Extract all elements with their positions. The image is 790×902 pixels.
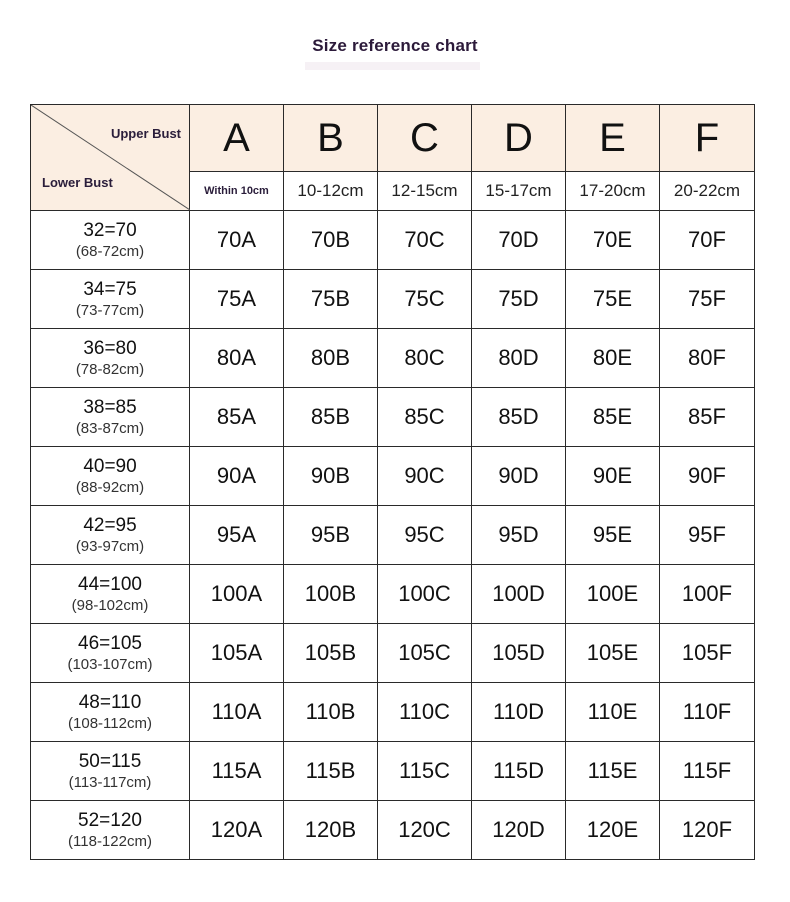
table-row [31,801,755,860]
band-size: 36=80 [83,338,137,359]
size-cell: 110C [378,683,472,742]
size-cell: 100E [566,565,660,624]
size-cell: 90D [472,447,566,506]
size-cell: 115D [472,742,566,801]
band-size-cell [31,565,190,624]
size-cell: 120D [472,801,566,860]
table-row [31,565,755,624]
band-size-cell [31,506,190,565]
band-size: 52=120 [78,810,142,831]
size-cell: 105C [378,624,472,683]
table-row [31,447,755,506]
size-cell: 120E [566,801,660,860]
cup-letter: F [660,105,755,172]
size-cell: 70C [378,211,472,270]
band-size-cell [31,447,190,506]
table-row [31,683,755,742]
title-underline [305,62,480,70]
band-size-cell [31,801,190,860]
table-row [31,742,755,801]
size-table [30,104,755,860]
band-size-cell [31,683,190,742]
size-cell: 80B [284,329,378,388]
size-cell: 75D [472,270,566,329]
size-cell: 75F [660,270,755,329]
size-cell: 120A [190,801,284,860]
size-cell: 80C [378,329,472,388]
band-range: (93-97cm) [75,538,145,555]
size-cell: 70B [284,211,378,270]
band-size: 32=70 [83,220,137,241]
band-size: 44=100 [78,574,142,595]
band-size: 42=95 [83,515,137,536]
size-cell: 80A [190,329,284,388]
size-cell: 120F [660,801,755,860]
table-row [31,211,755,270]
size-cell: 85B [284,388,378,447]
size-cell: 105E [566,624,660,683]
size-cell: 90E [566,447,660,506]
band-size: 48=110 [78,692,142,713]
size-cell: 105D [472,624,566,683]
band-size: 50=115 [78,751,142,772]
size-cell: 100D [472,565,566,624]
size-cell: 75B [284,270,378,329]
size-cell: 95B [284,506,378,565]
cup-range: 12-15cm [378,172,472,211]
band-range: (103-107cm) [67,656,153,673]
band-range: (113-117cm) [68,774,152,791]
band-range: (118-122cm) [68,833,152,850]
table-row [31,506,755,565]
size-cell: 95E [566,506,660,565]
cup-letter: E [566,105,660,172]
size-cell: 85E [566,388,660,447]
size-cell: 75A [190,270,284,329]
size-cell: 85F [660,388,755,447]
size-cell: 100A [190,565,284,624]
band-size: 38=85 [83,397,137,418]
band-size: 34=75 [83,279,137,300]
band-size: 46=105 [78,633,142,654]
band-range: (98-102cm) [71,597,149,614]
band-range: (68-72cm) [75,243,145,260]
size-cell: 120C [378,801,472,860]
size-cell: 100C [378,565,472,624]
size-rows [31,211,755,860]
page-title: Size reference chart [312,36,478,55]
size-cell: 70E [566,211,660,270]
table-row [31,329,755,388]
band-range: (108-112cm) [68,715,152,732]
size-cell: 110D [472,683,566,742]
cup-letter: A [190,105,284,172]
band-size-cell [31,211,190,270]
size-cell: 115B [284,742,378,801]
band-range: (73-77cm) [75,302,145,319]
size-cell: 75E [566,270,660,329]
size-cell: 80D [472,329,566,388]
band-size: 40=90 [83,456,137,477]
size-cell: 110A [190,683,284,742]
lower-bust-label: Lower Bust [42,175,113,190]
band-range: (78-82cm) [75,361,145,378]
band-range: (83-87cm) [75,420,145,437]
size-cell: 110B [284,683,378,742]
size-cell: 95D [472,506,566,565]
size-cell: 90C [378,447,472,506]
size-cell: 80F [660,329,755,388]
size-cell: 95A [190,506,284,565]
size-cell: 110F [660,683,755,742]
band-size-cell [31,388,190,447]
size-cell: 70D [472,211,566,270]
cup-range: 15-17cm [472,172,566,211]
size-cell: 115F [660,742,755,801]
table-row [31,624,755,683]
band-size-cell [31,270,190,329]
size-cell: 75C [378,270,472,329]
table-row [31,388,755,447]
diagonal-divider [31,105,190,210]
size-cell: 115C [378,742,472,801]
size-cell: 100F [660,565,755,624]
size-cell: 110E [566,683,660,742]
size-cell: 90F [660,447,755,506]
size-cell: 115A [190,742,284,801]
size-cell: 80E [566,329,660,388]
band-size-cell [31,742,190,801]
band-range: (88-92cm) [75,479,145,496]
size-cell: 85A [190,388,284,447]
cup-letter-row [31,105,755,172]
size-cell: 100B [284,565,378,624]
size-cell: 70A [190,211,284,270]
cup-letter: C [378,105,472,172]
cup-range: 20-22cm [660,172,755,211]
size-cell: 70F [660,211,755,270]
size-cell: 85C [378,388,472,447]
size-cell: 95C [378,506,472,565]
size-cell: 105F [660,624,755,683]
size-cell: 115E [566,742,660,801]
size-cell: 105B [284,624,378,683]
size-cell: 95F [660,506,755,565]
size-cell: 85D [472,388,566,447]
cup-range: 10-12cm [284,172,378,211]
band-size-cell [31,329,190,388]
cup-letter: B [284,105,378,172]
cup-letter: D [472,105,566,172]
size-cell: 90A [190,447,284,506]
size-cell: 90B [284,447,378,506]
corner-header [31,105,190,211]
size-cell: 120B [284,801,378,860]
size-cell: 105A [190,624,284,683]
table-row [31,270,755,329]
cup-range: Within 10cm [190,172,284,211]
upper-bust-label: Upper Bust [110,126,181,141]
band-size-cell [31,624,190,683]
cup-range: 17-20cm [566,172,660,211]
